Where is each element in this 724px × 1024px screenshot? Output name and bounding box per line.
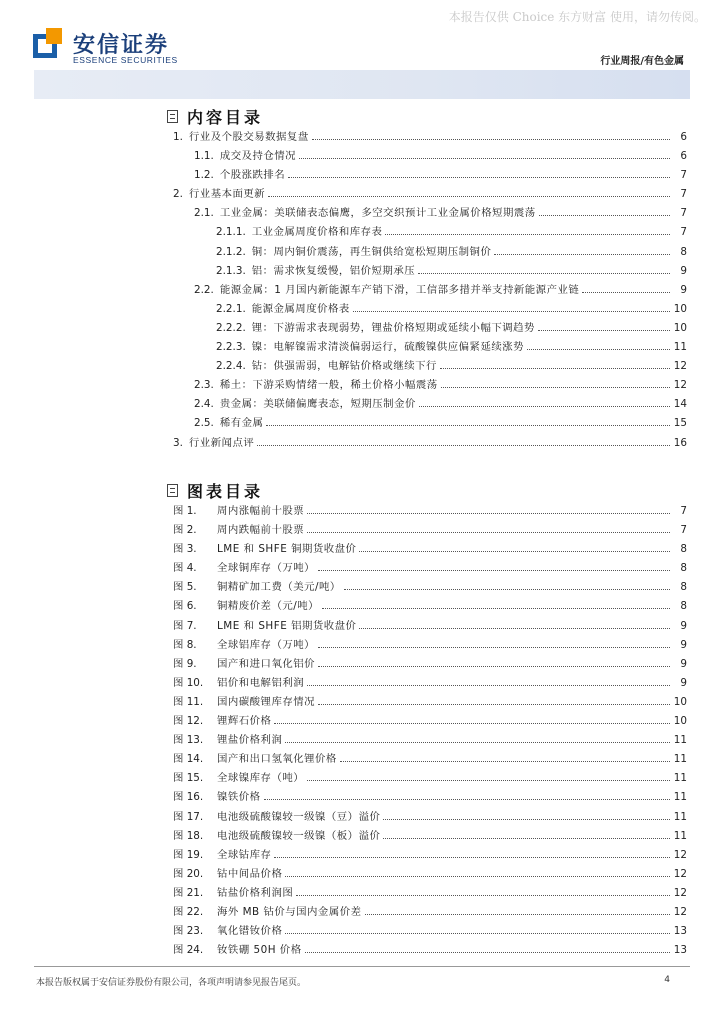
dot-leader — [365, 906, 671, 915]
dot-leader — [307, 524, 670, 533]
dot-leader — [418, 265, 670, 274]
entry-title: 全球铝库存（万吨） — [217, 638, 316, 651]
entry-page: 9 — [680, 283, 687, 296]
entry-number: 图 21. — [173, 886, 204, 899]
entry-title: 成交及持仓情况 — [219, 150, 297, 163]
entry-page: 14 — [673, 398, 687, 411]
footer-disclaimer: 本报告版权属于安信证券股份有限公司，各项声明请参见报告尾页。 — [36, 978, 307, 988]
toc-entry[interactable] — [167, 185, 687, 204]
entry-number: 1. — [173, 131, 183, 143]
entry-number: 图 17. — [173, 810, 204, 823]
entry-number: 图 24. — [173, 944, 204, 957]
dot-leader — [285, 868, 670, 877]
figure-entry[interactable] — [167, 731, 687, 750]
entry-page: 13 — [673, 944, 687, 957]
header-bar — [34, 70, 690, 99]
entry-title: 锂：下游需求表现弱势，锂盐价格短期或延续小幅下调趋势 — [251, 321, 535, 334]
entry-page: 8 — [680, 581, 687, 594]
entry-page: 10 — [673, 715, 687, 728]
figure-entry[interactable] — [167, 808, 687, 827]
figure-entry[interactable] — [167, 846, 687, 865]
entry-number: 2.2.4. — [216, 360, 246, 373]
entry-number: 2.1.3. — [216, 264, 246, 277]
entry-page: 9 — [680, 676, 687, 689]
entry-number: 图 1. — [173, 505, 197, 517]
figures-list — [167, 502, 687, 960]
entry-number: 2.2. — [194, 283, 214, 296]
entry-title: LME 和 SHFE 铝期货收盘价 — [217, 619, 357, 632]
entry-title: 国产和出口氢氧化锂价格 — [217, 753, 337, 766]
entry-page: 6 — [680, 131, 687, 143]
dot-leader — [318, 562, 670, 571]
entry-number: 2.5. — [194, 417, 214, 430]
figure-entry[interactable] — [167, 884, 687, 903]
toc-entry[interactable] — [167, 395, 687, 414]
entry-number: 图 13. — [173, 734, 204, 747]
dot-leader — [318, 658, 670, 667]
entry-number: 图 4. — [173, 562, 197, 575]
dot-leader — [268, 188, 670, 197]
toc-entry[interactable] — [167, 204, 687, 223]
entry-number: 图 19. — [173, 848, 204, 861]
entry-number: 2.2.3. — [216, 341, 246, 354]
footer-divider — [34, 966, 690, 967]
figure-entry[interactable] — [167, 578, 687, 597]
entry-number: 1.1. — [194, 150, 214, 163]
entry-page: 7 — [680, 207, 687, 220]
figure-entry[interactable] — [167, 769, 687, 788]
dot-leader — [305, 944, 670, 953]
entry-title: 锂辉石价格 — [217, 715, 272, 728]
company-logo — [33, 28, 213, 68]
entry-title: 氧化镨钕价格 — [217, 925, 283, 938]
figure-entry[interactable] — [167, 521, 687, 540]
entry-page: 11 — [673, 791, 687, 804]
dot-leader — [318, 696, 670, 705]
entry-title: 行业基本面更新 — [188, 188, 266, 201]
dot-leader — [285, 734, 670, 743]
entry-page: 7 — [680, 226, 687, 239]
entry-page: 15 — [673, 417, 687, 430]
entry-page: 13 — [673, 925, 687, 938]
figure-entry[interactable] — [167, 750, 687, 769]
entry-number: 2. — [173, 188, 183, 201]
figure-entry[interactable] — [167, 674, 687, 693]
figure-entry[interactable] — [167, 502, 687, 521]
dot-leader — [296, 887, 670, 896]
dot-leader — [288, 169, 670, 178]
entry-title: 工业金属：美联储表态偏鹰，多空交织预计工业金属价格短期震荡 — [219, 207, 536, 220]
document-icon — [167, 110, 178, 123]
figure-entry[interactable] — [167, 941, 687, 960]
figure-entry[interactable] — [167, 712, 687, 731]
toc-section — [167, 104, 687, 453]
dot-leader — [359, 620, 670, 629]
entry-title: 能源金属周度价格表 — [251, 302, 350, 315]
entry-number: 图 3. — [173, 543, 197, 556]
entry-page: 11 — [673, 341, 687, 354]
figures-section — [167, 478, 687, 960]
entry-page: 6 — [680, 150, 687, 163]
dot-leader — [385, 226, 670, 235]
entry-number: 2.2.1. — [216, 302, 246, 315]
entry-page: 12 — [673, 867, 687, 880]
toc-entry[interactable] — [167, 357, 687, 376]
dot-leader — [307, 677, 670, 686]
entry-page: 12 — [673, 848, 687, 861]
figure-entry[interactable] — [167, 559, 687, 578]
entry-number: 图 9. — [173, 657, 197, 670]
dot-leader — [538, 322, 670, 331]
entry-page: 10 — [673, 321, 687, 334]
entry-number: 图 16. — [173, 791, 204, 804]
entry-page: 9 — [680, 638, 687, 651]
dot-leader — [307, 772, 670, 781]
logo-mark-icon — [33, 28, 65, 60]
toc-list — [167, 128, 687, 453]
dot-leader — [285, 925, 670, 934]
entry-page: 7 — [680, 505, 687, 517]
dot-leader — [383, 811, 670, 820]
entry-title: 镍铁价格 — [217, 791, 261, 804]
logo-name-cn: 安信证券 — [73, 33, 170, 58]
dot-leader — [527, 341, 670, 350]
entry-number: 图 22. — [173, 905, 204, 918]
dot-leader — [344, 581, 670, 590]
dot-leader — [257, 437, 670, 446]
entry-page: 7 — [680, 169, 687, 182]
dot-leader — [274, 849, 670, 858]
figure-entry[interactable] — [167, 655, 687, 674]
entry-number: 图 8. — [173, 638, 197, 651]
entry-number: 图 12. — [173, 715, 204, 728]
entry-title: 能源金属：1 月国内新能源车产销下滑，工信部多措并举支持新能源产业链 — [219, 283, 580, 296]
dot-leader — [582, 284, 670, 293]
entry-title: 钴盐价格利润图 — [217, 886, 294, 899]
entry-page: 11 — [673, 734, 687, 747]
entry-page: 12 — [673, 886, 687, 899]
entry-number: 2.1.2. — [216, 245, 246, 258]
entry-page: 12 — [673, 905, 687, 918]
dot-leader — [322, 600, 670, 609]
figure-entry[interactable] — [167, 693, 687, 712]
entry-title: 铝价和电解铝利润 — [217, 676, 305, 689]
entry-title: 稀土：下游采购情绪一般，稀土价格小幅震荡 — [219, 379, 438, 392]
dot-leader — [494, 246, 670, 255]
dot-leader — [440, 360, 670, 369]
entry-title: 贵金属：美联储偏鹰表态，短期压制金价 — [219, 398, 416, 411]
toc-entry[interactable] — [167, 434, 687, 453]
watermark-text: 本报告仅供 Choice 东方财富 使用，请勿传阅。 — [448, 10, 706, 24]
figure-entry[interactable] — [167, 540, 687, 559]
entry-title: 稀有金属 — [219, 417, 264, 430]
entry-title: 国内碳酸锂库存情况 — [217, 695, 316, 708]
dot-leader — [539, 207, 670, 216]
entry-number: 3. — [173, 436, 183, 449]
entry-page: 9 — [680, 264, 687, 277]
entry-title: 周内涨幅前十股票 — [217, 505, 305, 517]
entry-number: 2.1. — [194, 207, 214, 220]
entry-title: 钴：供强需弱，电解钴价格或继续下行 — [251, 360, 437, 373]
entry-number: 图 11. — [173, 695, 204, 708]
page-number: 4 — [664, 975, 670, 985]
toc-entry[interactable] — [167, 281, 687, 300]
entry-title: 全球钴库存 — [217, 848, 272, 861]
entry-number: 图 7. — [173, 619, 197, 632]
dot-leader — [318, 639, 670, 648]
figure-entry[interactable] — [167, 865, 687, 884]
entry-title: 全球铜库存（万吨） — [217, 562, 316, 575]
entry-page: 11 — [673, 753, 687, 766]
report-category: 行业周报/有色金属 — [600, 56, 684, 67]
entry-title: 海外 MB 钴价与国内金属价差 — [217, 905, 362, 918]
entry-title: 锂盐价格利润 — [217, 734, 283, 747]
toc-title: 内容目录 — [187, 107, 264, 127]
dot-leader — [264, 791, 670, 800]
toc-entry[interactable] — [167, 300, 687, 319]
entry-number: 图 6. — [173, 600, 197, 613]
entry-number: 2.4. — [194, 398, 214, 411]
entry-title: 电池级硫酸镍较一级镍（豆）溢价 — [217, 810, 381, 823]
entry-number: 2.2.2. — [216, 321, 246, 334]
entry-number: 图 18. — [173, 829, 204, 842]
dot-leader — [312, 131, 670, 140]
figure-entry[interactable] — [167, 788, 687, 807]
entry-number: 图 14. — [173, 753, 204, 766]
dot-leader — [266, 417, 670, 426]
dot-leader — [441, 379, 670, 388]
dot-leader — [307, 505, 670, 514]
dot-leader — [340, 753, 670, 762]
toc-entry[interactable] — [167, 338, 687, 357]
entry-page: 11 — [673, 810, 687, 823]
entry-title: 铝：需求恢复缓慢，铝价短期承压 — [251, 264, 416, 277]
entry-title: 个股涨跌排名 — [219, 169, 286, 182]
entry-title: 铜精矿加工费（美元/吨） — [217, 581, 341, 594]
entry-number: 图 23. — [173, 925, 204, 938]
figure-entry[interactable] — [167, 903, 687, 922]
entry-page: 7 — [680, 524, 687, 537]
entry-page: 9 — [680, 619, 687, 632]
entry-title: 行业新闻点评 — [188, 436, 255, 449]
entry-page: 8 — [680, 562, 687, 575]
entry-page: 10 — [673, 695, 687, 708]
figure-entry[interactable] — [167, 922, 687, 941]
dot-leader — [353, 303, 670, 312]
entry-number: 图 10. — [173, 676, 204, 689]
entry-number: 图 5. — [173, 581, 197, 594]
entry-number: 图 15. — [173, 772, 204, 785]
entry-title: 全球镍库存（吨） — [217, 772, 305, 785]
dot-leader — [299, 150, 670, 159]
entry-number: 图 20. — [173, 867, 204, 880]
entry-title: 行业及个股交易数据复盘 — [188, 131, 309, 143]
entry-title: 铜精废价差（元/吨） — [217, 600, 320, 613]
toc-entry[interactable] — [167, 147, 687, 166]
toc-entry[interactable] — [167, 223, 687, 242]
entry-title: 镍：电解镍需求清淡偏弱运行，硫酸镍供应偏紧延续涨势 — [251, 341, 525, 354]
entry-title: 周内跌幅前十股票 — [217, 524, 305, 537]
dot-leader — [419, 398, 670, 407]
toc-entry[interactable] — [167, 128, 687, 147]
entry-page: 8 — [680, 600, 687, 613]
logo-name-en: ESSENCE SECURITIES — [73, 55, 178, 65]
toc-entry[interactable] — [167, 243, 687, 262]
entry-title: 钴中间品价格 — [217, 867, 283, 880]
entry-page: 12 — [673, 379, 687, 392]
entry-number: 图 2. — [173, 524, 197, 537]
entry-number: 2.3. — [194, 379, 214, 392]
figure-entry[interactable] — [167, 636, 687, 655]
figure-entry[interactable] — [167, 827, 687, 846]
figure-entry[interactable] — [167, 597, 687, 616]
figures-title: 图表目录 — [187, 481, 264, 501]
entry-page: 11 — [673, 829, 687, 842]
entry-number: 2.1.1. — [216, 226, 246, 239]
dot-leader — [274, 715, 670, 724]
dot-leader — [383, 830, 670, 839]
toc-entry[interactable] — [167, 262, 687, 281]
entry-page: 7 — [680, 188, 687, 201]
entry-title: 工业金属周度价格和库存表 — [251, 226, 383, 239]
document-icon — [167, 484, 178, 497]
entry-page: 8 — [680, 245, 687, 258]
entry-page: 8 — [680, 543, 687, 556]
figures-heading — [167, 478, 687, 502]
toc-entry[interactable] — [167, 414, 687, 433]
toc-heading — [167, 104, 687, 128]
entry-page: 9 — [680, 657, 687, 670]
toc-entry[interactable] — [167, 319, 687, 338]
dot-leader — [359, 543, 670, 552]
entry-title: 国产和进口氧化铝价 — [217, 657, 316, 670]
entry-title: LME 和 SHFE 铜期货收盘价 — [217, 543, 357, 556]
toc-entry[interactable] — [167, 166, 687, 185]
entry-page: 11 — [673, 772, 687, 785]
toc-entry[interactable] — [167, 376, 687, 395]
entry-title: 铜：周内铜价震荡，再生铜供给宽松短期压制铜价 — [251, 245, 492, 258]
entry-page: 10 — [673, 302, 687, 315]
entry-title: 电池级硫酸镍较一级镍（板）溢价 — [217, 829, 381, 842]
entry-page: 12 — [673, 360, 687, 373]
entry-number: 1.2. — [194, 169, 214, 182]
figure-entry[interactable] — [167, 617, 687, 636]
entry-page: 16 — [673, 436, 687, 449]
entry-title: 钕铁硼 50H 价格 — [217, 944, 302, 957]
